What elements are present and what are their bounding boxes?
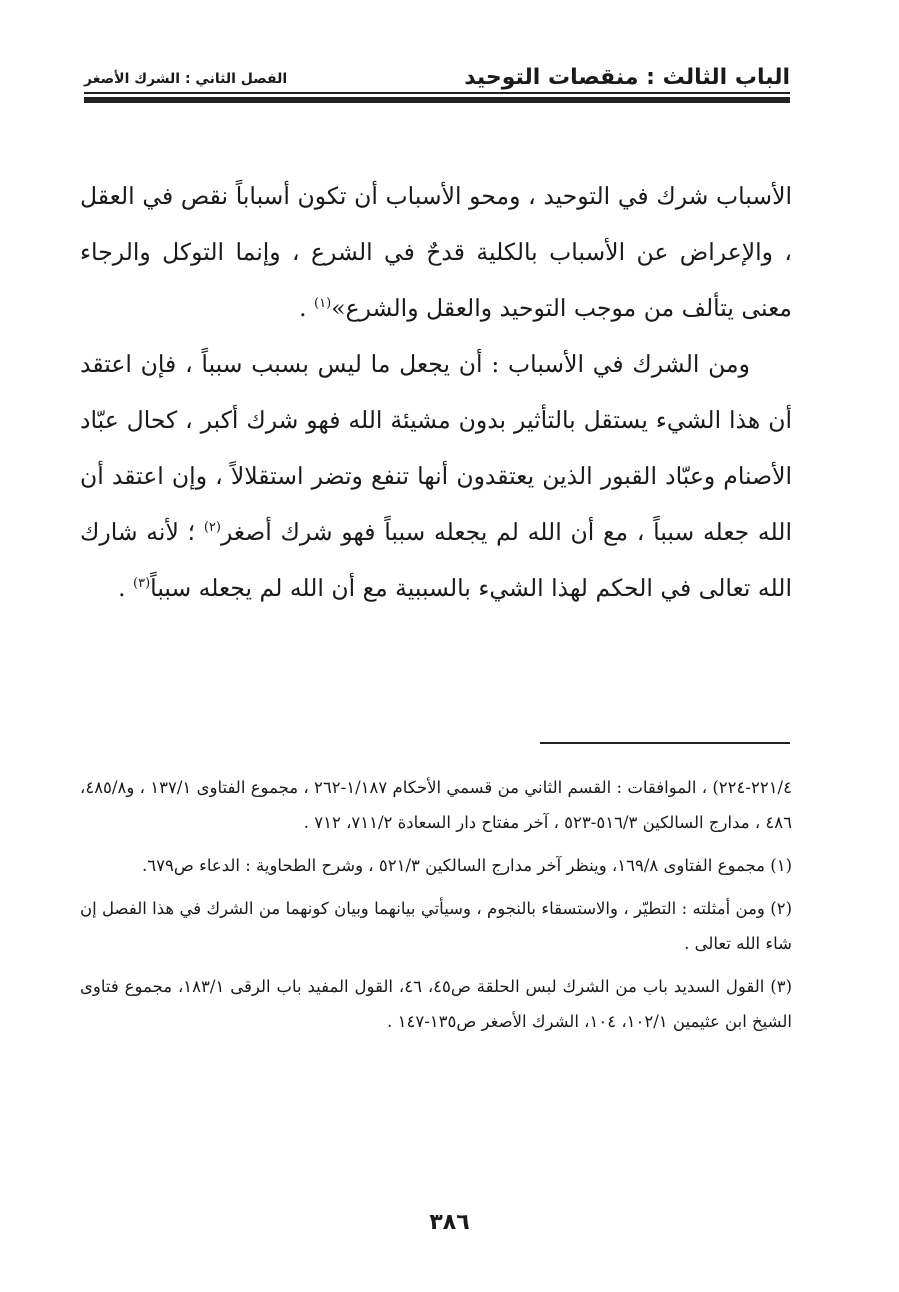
chapter-title: الباب الثالث : منقصات التوحيد xyxy=(464,65,790,90)
footnotes xyxy=(80,770,792,1047)
section-title: الفصل الثاني : الشرك الأصغر xyxy=(84,71,288,87)
page-number: ٣٨٦ xyxy=(429,1210,470,1235)
header-rule-thin xyxy=(84,92,790,94)
footnote-ref-1: (١) xyxy=(314,296,332,312)
running-header xyxy=(84,50,790,90)
paragraph-2 xyxy=(80,336,792,616)
paragraph-2-text: ومن الشرك في الأسباب : أن يجعل ما ليس بسبب سبباً ، فإن اعتقد أن هذا الشيء يستقل بالتأثير بدون مشيئة الله فهو شرك أكبر ، كحال عبّاد الأصنام وعبّاد القبور الذين يعتقدون أنها تنفع وتضر استقلالاً ، وإن اعتقد أن الله جعله سبباً ، مع أن الله لم يجعله سبباً فهو شرك أصغر xyxy=(80,350,792,546)
footnote-separator xyxy=(540,742,790,744)
footnote-2: (٢) ومن أمثلته : التطيّر ، والاستسقاء بالنجوم ، وسيأتي بيانهما وبيان كونهما من الشرك في هذا الفصل إن شاء الله تعالى . xyxy=(80,899,792,953)
paragraph-2-mid: ؛ لأنه شارك الله تعالى في الحكم لهذا الشيء بالسببية مع أن الله لم يجعله سبباً xyxy=(80,518,792,602)
footnote-ref-3: (٣) xyxy=(133,576,151,592)
paragraph-1-text: الأسباب شرك في التوحيد ، ومحو الأسباب أن تكون أسباباً نقص في العقل ، والإعراض عن الأسباب بالكلية قدحٌ في الشرع ، وإنما التوكل والرجاء معنى يتألف من موجب التوحيد والعقل والشرع» xyxy=(80,182,792,322)
footnote-3: (٣) القول السديد باب من الشرك لبس الحلقة ص٤٥، ٤٦، القول المفيد باب الرقى ١٨٣/١، مجموع فتاوى الشيخ ابن عثيمين ١٠٢/١، ١٠٤، الشرك الأصغر ص١٣٥-١٤٧ . xyxy=(80,977,792,1031)
paragraph-1 xyxy=(80,168,792,336)
footnote-1: (١) مجموع الفتاوى ١٦٩/٨، وينظر آخر مدارج السالكين ٥٢١/٣ ، وشرح الطحاوية : الدعاء ص٦٧٩. xyxy=(142,856,792,875)
paragraph-2-end: . xyxy=(118,574,134,602)
footnote-continuation: ٢٢١/٤-٢٢٤) ، الموافقات : القسم الثاني من قسمي الأحكام ١/١٨٧-٢٦٢ ، مجموع الفتاوى ١٣٧/١ ، و٤٨٥/٨، ٤٨٦ ، مدارج السالكين ٥١٦/٣-٥٢٣ ، آخر مفتاح دار السعادة ٧١١/٢، ٧١٢ . xyxy=(80,778,792,832)
main-text xyxy=(80,168,792,616)
paragraph-1-end: . xyxy=(299,294,315,322)
footnote-ref-2: (٢) xyxy=(203,520,221,536)
header-rule-thick xyxy=(84,97,790,103)
